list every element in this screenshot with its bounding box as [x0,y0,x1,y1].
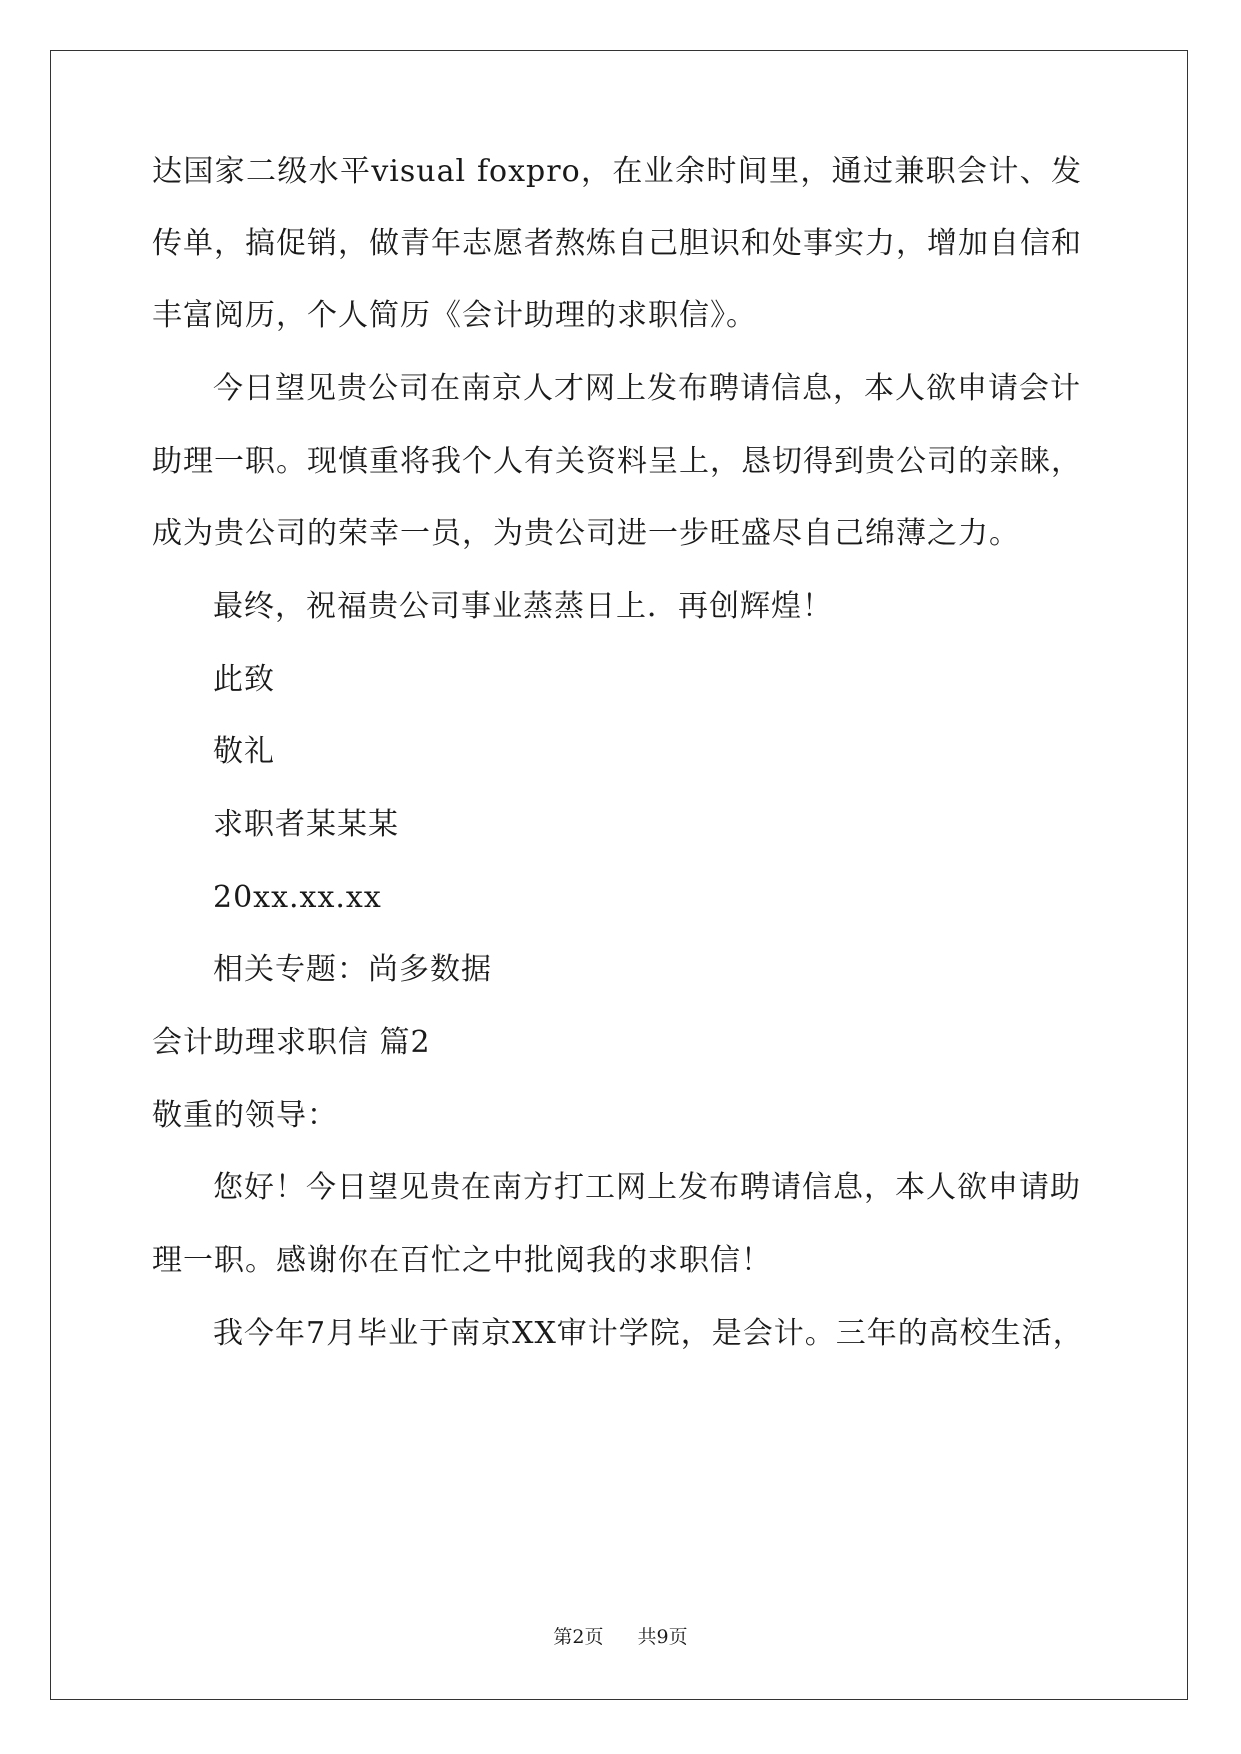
salutation-jingli: 敬礼 [213,734,275,769]
page-total: 共9页 [637,1626,688,1648]
signature-date: 20xx.xx.xx [213,880,382,915]
paragraph-line-3: 成为贵公司的荣幸一员，为贵公司进一步旺盛尽自己绵薄之力。 [152,516,1020,551]
letter-line-2: 理一职。感谢你在百忙之中批阅我的求职信！ [152,1243,772,1278]
letter-line-1: 您好！今日望见贵在南方打工网上发布聘请信息，本人欲申请助 [213,1170,1081,1205]
paragraph-line-1: 今日望见贵公司在南京人才网上发布聘请信息，本人欲申请会计 [213,371,1081,406]
letter-line-3: 我今年7月毕业于南京XX审计学院，是会计。三年的高校生活， [213,1316,1084,1351]
section-heading: 会计助理求职信 篇2 [152,1025,431,1060]
related-topic: 相关专题：尚多数据 [213,952,492,987]
body-line-1: 达国家二级水平visual foxpro，在业余时间里，通过兼职会计、发 [152,154,1082,189]
greeting: 敬重的领导： [152,1098,338,1133]
salutation-cizhi: 此致 [213,662,275,697]
body-line-2: 传单，搞促销，做青年志愿者熬炼自己胆识和处事实力，增加自信和 [152,226,1082,261]
closing-wish: 最终，祝福贵公司事业蒸蒸日上．再创辉煌！ [213,589,833,624]
page-number: 第2页 [553,1626,604,1648]
page-footer [0,1625,1241,1649]
paragraph-line-2: 助理一职。现慎重将我个人有关资料呈上，恳切得到贵公司的亲睐， [152,444,1082,479]
signature-name: 求职者某某某 [213,807,399,842]
body-line-3: 丰富阅历，个人简历《会计助理的求职信》。 [152,298,757,333]
